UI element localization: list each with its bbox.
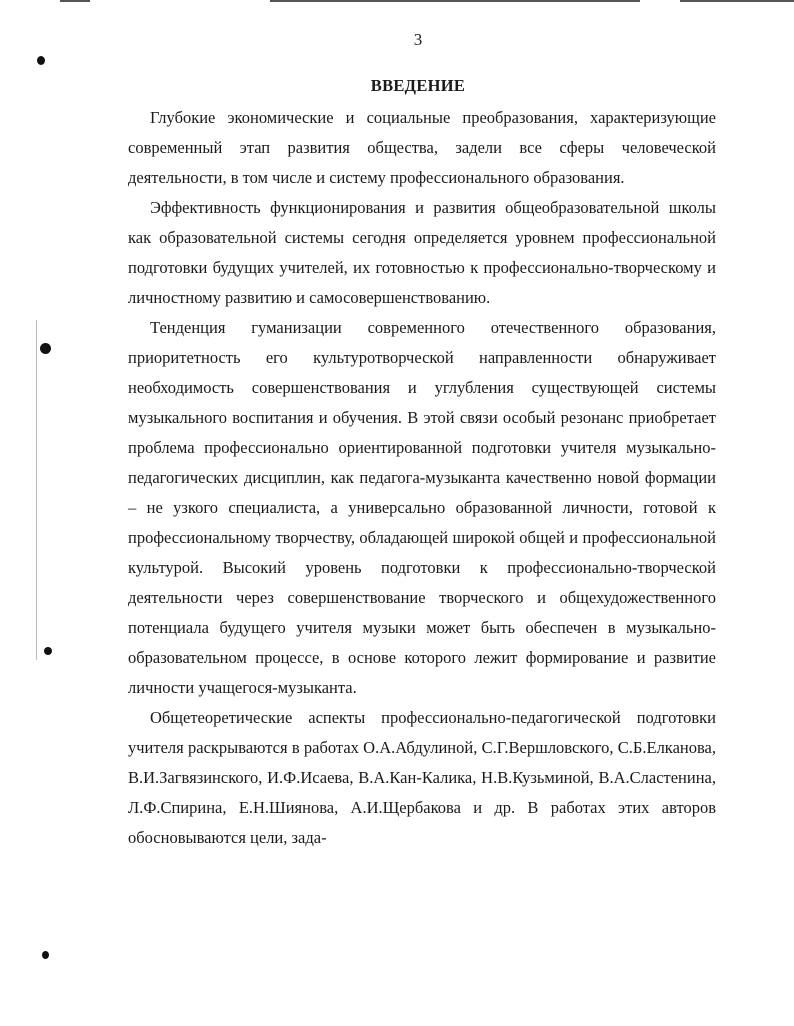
paragraph-2-text: Эффективность функционирования и развития общеобразовательной школы как образовательной системы сегодня определяется уровнем профессиональной подготовки будущих учителей, их готовностью к профессионально-творческому и личностному развитию и самосовершенствованию. — [128, 198, 716, 307]
page-heading: ВВЕДЕНИЕ — [370, 76, 466, 95]
paragraph-3-text: Тенденция гуманизации современного отечественного образования, приоритетность его культуротворческой направленности обнаруживает необходимость совершенствования и углубления существующей системы музыкального воспитания и обучения. В этой связи особый резонанс приобретает проблема профессионально ориентированной подготовки учителя музыкально-педагогических дисциплин, как педагога-музыканта качественно новой формации – не узкого специалиста, а универсально образованной личности, готовой к профессиональному творчеству, обладающей широкой общей и профессиональной культурой. Высокий уровень подготовки к профессионально-творческой деятельности через совершенствование творческого и общехудожественного потенциала будущего учителя музыки может быть обеспечен в музыкально-образовательном процессе, в основе которого лежит формирование и развитие личности учащегося-музыканта. — [128, 318, 716, 697]
scan-dot — [40, 343, 51, 354]
paragraph-4 — [128, 703, 716, 853]
paragraph-4-text: Общетеоретические аспекты профессионально-педагогической подготовки учителя раскрываются в работах О.А.Абдулиной, С.Г.Вершловского, С.Б.Елканова, В.И.Загвязинского, И.Ф.Исаева, В.А.Кан-Калика, Н.В.Кузьминой, В.А.Сластенина, Л.Ф.Спирина, Е.Н.Шиянова, А.И.Щербакова и др. В работах этих авторов обосновываются цели, зада- — [128, 708, 716, 847]
paragraph-3 — [128, 313, 716, 703]
page-number: 3 — [413, 30, 423, 49]
scan-top-rule — [270, 0, 640, 2]
scan-dot — [42, 951, 49, 959]
paragraph-1-text: Глубокие экономические и социальные преобразования, характеризующие современный этап развития общества, задели все сферы человеческой деятельности, в том числе и систему профессионального образования. — [128, 108, 716, 187]
paragraph-1 — [128, 103, 716, 193]
scan-dot — [44, 647, 52, 655]
scan-dot — [37, 56, 45, 65]
scan-top-rule — [60, 0, 90, 2]
body-text — [128, 103, 716, 853]
paragraph-2 — [128, 193, 716, 313]
scan-top-rule — [680, 0, 794, 2]
scan-margin-line — [36, 320, 37, 660]
